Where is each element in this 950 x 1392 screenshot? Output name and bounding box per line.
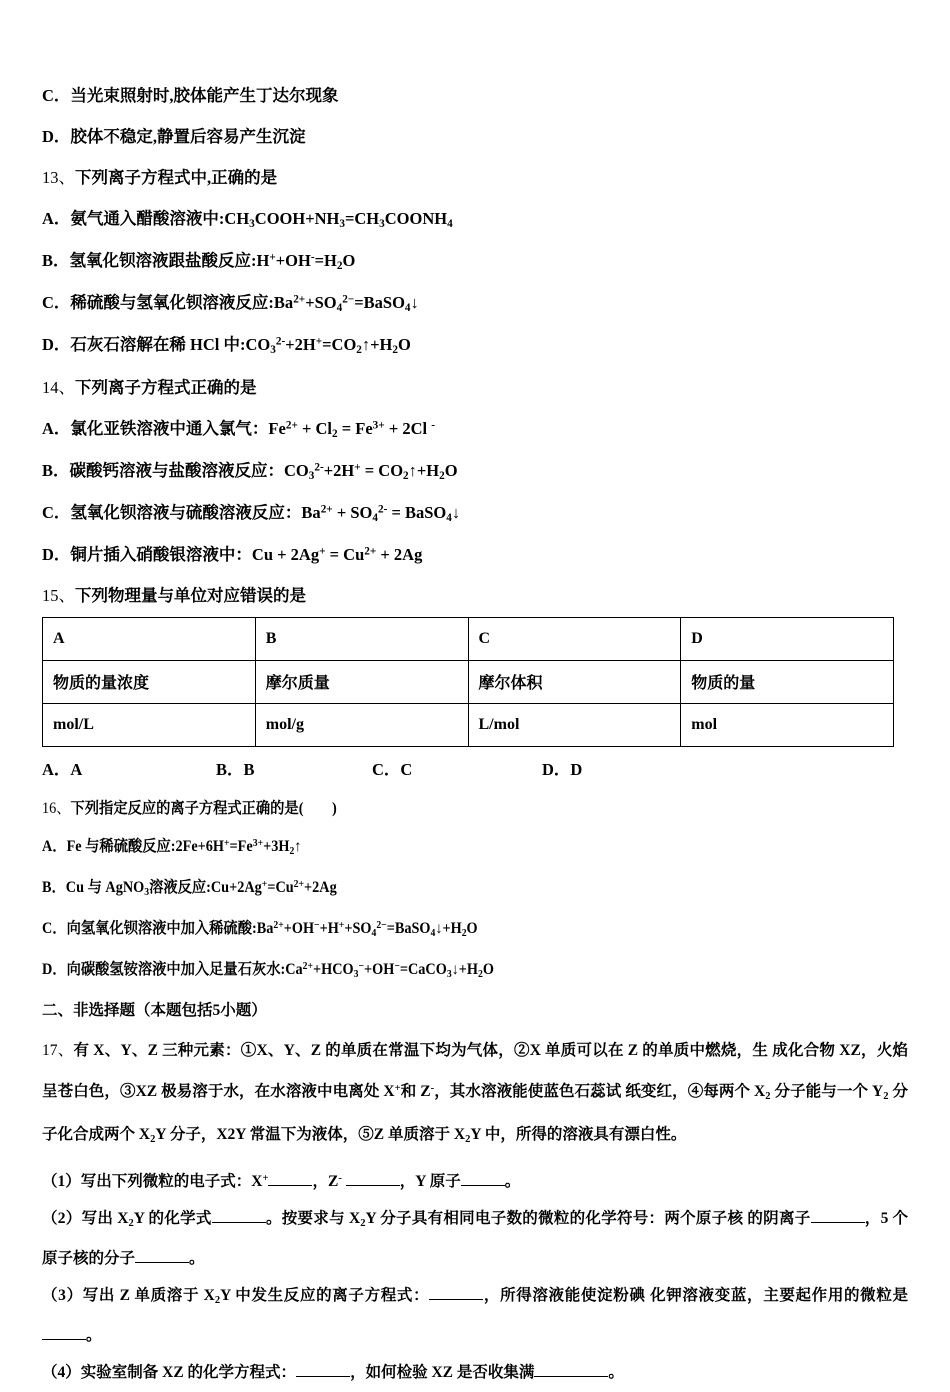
q14-option-b bbox=[42, 457, 908, 482]
option-formula: $Cu+2Ag^+=Cu^{2+}+2Ag$ bbox=[210, 878, 337, 896]
q17-sub-2 bbox=[42, 1201, 908, 1276]
option-label: A． bbox=[42, 418, 71, 438]
option-text: Fe 与稀硫酸反应: bbox=[66, 837, 176, 855]
table-row bbox=[43, 703, 894, 746]
question-number: 17、 bbox=[42, 1041, 74, 1059]
option-formula: $Ba^{2+}+OH^-+H^++SO_4^{2-}=BaSO_4↓+H_2O$ bbox=[256, 919, 478, 939]
question-text: 下列物理量与单位对应错误的是 bbox=[75, 585, 306, 605]
question-17-stem bbox=[42, 1032, 908, 1159]
q13-option-a bbox=[42, 205, 908, 230]
question-15-stem bbox=[42, 582, 908, 606]
q14-option-a bbox=[42, 415, 908, 440]
q15-choice-d: D．D bbox=[542, 759, 583, 779]
option-formula: $Cu + 2Ag^+ = Cu^{2+} + 2Ag$ bbox=[251, 544, 423, 564]
option-formula: $Fe^{2+} + Cl_2 = Fe^{3+} + 2Cl$ - bbox=[268, 418, 435, 440]
q15-choice-c: C．C bbox=[372, 759, 413, 779]
option-label: C． bbox=[42, 293, 71, 313]
sub-question-text: 实验室制备 XZ 的化学方程式： ，如何检验 XZ 是否收集满 。 bbox=[80, 1363, 624, 1381]
option-text: 氢氧化钡溶液与硫酸溶液反应： bbox=[70, 502, 302, 522]
q15-choice-b: B．B bbox=[216, 759, 255, 779]
option-label: D． bbox=[42, 127, 71, 146]
q16-option-c bbox=[42, 916, 839, 939]
sub-question-text: 写出 $X_2Y$ 的化学式 。按要求与 $X_2Y$ 分子具有相同电子数的微粒的化学符号：两个原子核 的阴离子 ，5 个原子核的分子 。 bbox=[42, 1209, 908, 1267]
sub-question-text: 写出下列微粒的电子式：X+ ，Z- ，Y 原子 。 bbox=[80, 1172, 521, 1190]
table-row bbox=[43, 660, 894, 703]
option-text: 氨气通入醋酸溶液中: bbox=[70, 209, 225, 228]
option-label: C． bbox=[42, 86, 71, 105]
question-14-stem bbox=[42, 374, 908, 398]
option-formula: $Ba^{2+} + SO_4^{2-}$ = BaSO$_4$↓ bbox=[301, 502, 461, 524]
question-13-stem bbox=[42, 164, 908, 188]
table-cell: B bbox=[255, 617, 468, 660]
table-cell: mol bbox=[681, 703, 894, 746]
q16-option-d bbox=[42, 957, 839, 980]
question-number: 14、 bbox=[42, 377, 75, 397]
question-text: 下列离子方程式正确的是 bbox=[75, 377, 257, 397]
q16-option-b bbox=[42, 875, 839, 898]
sub-question-label: （1） bbox=[42, 1172, 81, 1190]
option-text: 向碳酸氢铵溶液中加入足量石灰水: bbox=[66, 960, 286, 978]
table-cell: mol/g bbox=[255, 703, 468, 746]
question-text: 有 X、Y、Z 三种元素：①X、Y、Z 的单质在常温下均为气体，②X 单质可以在 Z 的单质中燃烧，生 成化合物 XZ，火焰呈苍白色，③XZ 极易溶于水，在水溶液中电离处 X+和 Z-，其水溶液能使蓝色石蕊试 纸变红，④每两个 $X_2$ 分子能与一个 $Y_2$ 分子化合成两个 $X_2Y$ 分子，X2Y 常温下为液体，⑤Z 单质溶于 $X_2Y$ 中，所得的溶液具有漂白性。 bbox=[42, 1041, 908, 1145]
option-row bbox=[42, 123, 908, 147]
option-formula: $H^++OH^-=H_2O$ bbox=[256, 251, 356, 273]
q13-option-b bbox=[42, 247, 908, 272]
q14-option-d bbox=[42, 541, 908, 565]
table-cell: mol/L bbox=[43, 703, 256, 746]
q17-sub-4 bbox=[42, 1355, 908, 1390]
table-cell: 物质的量浓度 bbox=[43, 660, 256, 703]
option-formula: $CO_3^{2-}+2H^+=CO_2↑+H_2O$ bbox=[245, 335, 411, 357]
page-content bbox=[42, 82, 908, 1392]
option-text: 向氢氧化钡溶液中加入稀硫酸: bbox=[66, 919, 257, 937]
table-cell: A bbox=[43, 617, 256, 660]
table-cell: L/mol bbox=[468, 703, 681, 746]
question-16-block bbox=[42, 796, 839, 980]
sub-question-label: （2） bbox=[42, 1209, 82, 1227]
q17-sub-1 bbox=[42, 1161, 908, 1199]
option-label: B． bbox=[42, 460, 70, 480]
sub-question-label: （4） bbox=[42, 1363, 81, 1381]
option-label: B． bbox=[42, 878, 66, 896]
option-row bbox=[42, 82, 908, 106]
q17-sub-3 bbox=[42, 1278, 908, 1353]
option-text: 铜片插入硝酸银溶液中： bbox=[70, 544, 252, 564]
option-formula: $CH_3COOH+NH_3=CH_3COONH_4$ bbox=[224, 209, 453, 231]
option-label: C． bbox=[42, 502, 71, 522]
table-cell: C bbox=[468, 617, 681, 660]
option-text: 当光束照射时,胶体能产生丁达尔现象 bbox=[70, 86, 339, 105]
q13-option-c bbox=[42, 289, 908, 314]
option-formula: $2Fe+6H^+=Fe^{3+}+3H_2↑$ bbox=[175, 837, 302, 857]
table-cell: D bbox=[681, 617, 894, 660]
option-text: 稀硫酸与氢氧化钡溶液反应: bbox=[70, 293, 274, 313]
option-text: 氯化亚铁溶液中通入氯气： bbox=[70, 418, 269, 438]
question-number: 15、 bbox=[42, 585, 75, 605]
q15-answer-choices bbox=[42, 756, 908, 780]
sub-question-label: （3） bbox=[42, 1286, 83, 1304]
option-label: D． bbox=[42, 335, 71, 355]
question-16-stem bbox=[42, 796, 839, 818]
question-text: 下列离子方程式中,正确的是 bbox=[75, 168, 278, 187]
table-cell: 摩尔质量 bbox=[255, 660, 468, 703]
table-cell: 物质的量 bbox=[681, 660, 894, 703]
option-label: B． bbox=[42, 251, 70, 271]
option-label: A． bbox=[42, 209, 71, 228]
sub-question-text: 写出 Z 单质溶于 $X_2Y$ 中发生反应的离子方程式： ，所得溶液能使淀粉碘 化钾溶液变蓝，主要起作用的微粒是。 bbox=[42, 1287, 908, 1344]
option-label: D． bbox=[42, 960, 67, 978]
question-text: 下列指定反应的离子方程式正确的是( ) bbox=[70, 799, 337, 817]
option-text: 胶体不稳定,静置后容易产生沉淀 bbox=[70, 127, 306, 146]
option-text: 石灰石溶解在稀 HCl 中: bbox=[70, 335, 246, 355]
q14-option-c bbox=[42, 499, 908, 524]
option-label: C． bbox=[42, 919, 67, 937]
option-label: D． bbox=[42, 544, 71, 564]
option-formula: $Ca^{2+}+HCO_3^-+OH^-=CaCO_3↓+H_2O$ bbox=[285, 960, 494, 980]
question-number: 16、 bbox=[42, 799, 71, 817]
q13-option-d bbox=[42, 331, 908, 356]
q16-option-a bbox=[42, 834, 839, 857]
option-text: Cu 与 AgNO$_3$溶液反应: bbox=[65, 878, 211, 898]
question-number: 13、 bbox=[42, 168, 75, 187]
section-2-heading: 二、非选择题（本题包括5小题） bbox=[42, 1001, 267, 1019]
table-row-header bbox=[43, 617, 894, 660]
option-text: 碳酸钙溶液与盐酸溶液反应： bbox=[69, 460, 285, 480]
option-label: A． bbox=[42, 837, 67, 855]
table-cell: 摩尔体积 bbox=[468, 660, 681, 703]
physical-quantity-table bbox=[42, 617, 894, 747]
option-formula: $CO_3^{2-}+2H^+$ = $CO_2↑+H_2O$ bbox=[284, 460, 458, 482]
q15-choice-a: A．A bbox=[42, 759, 83, 779]
option-text: 氢氧化钡溶液跟盐酸反应: bbox=[69, 251, 257, 271]
option-formula: $Ba^{2+}+SO_4^{2-}=BaSO_4↓$ bbox=[273, 293, 419, 315]
